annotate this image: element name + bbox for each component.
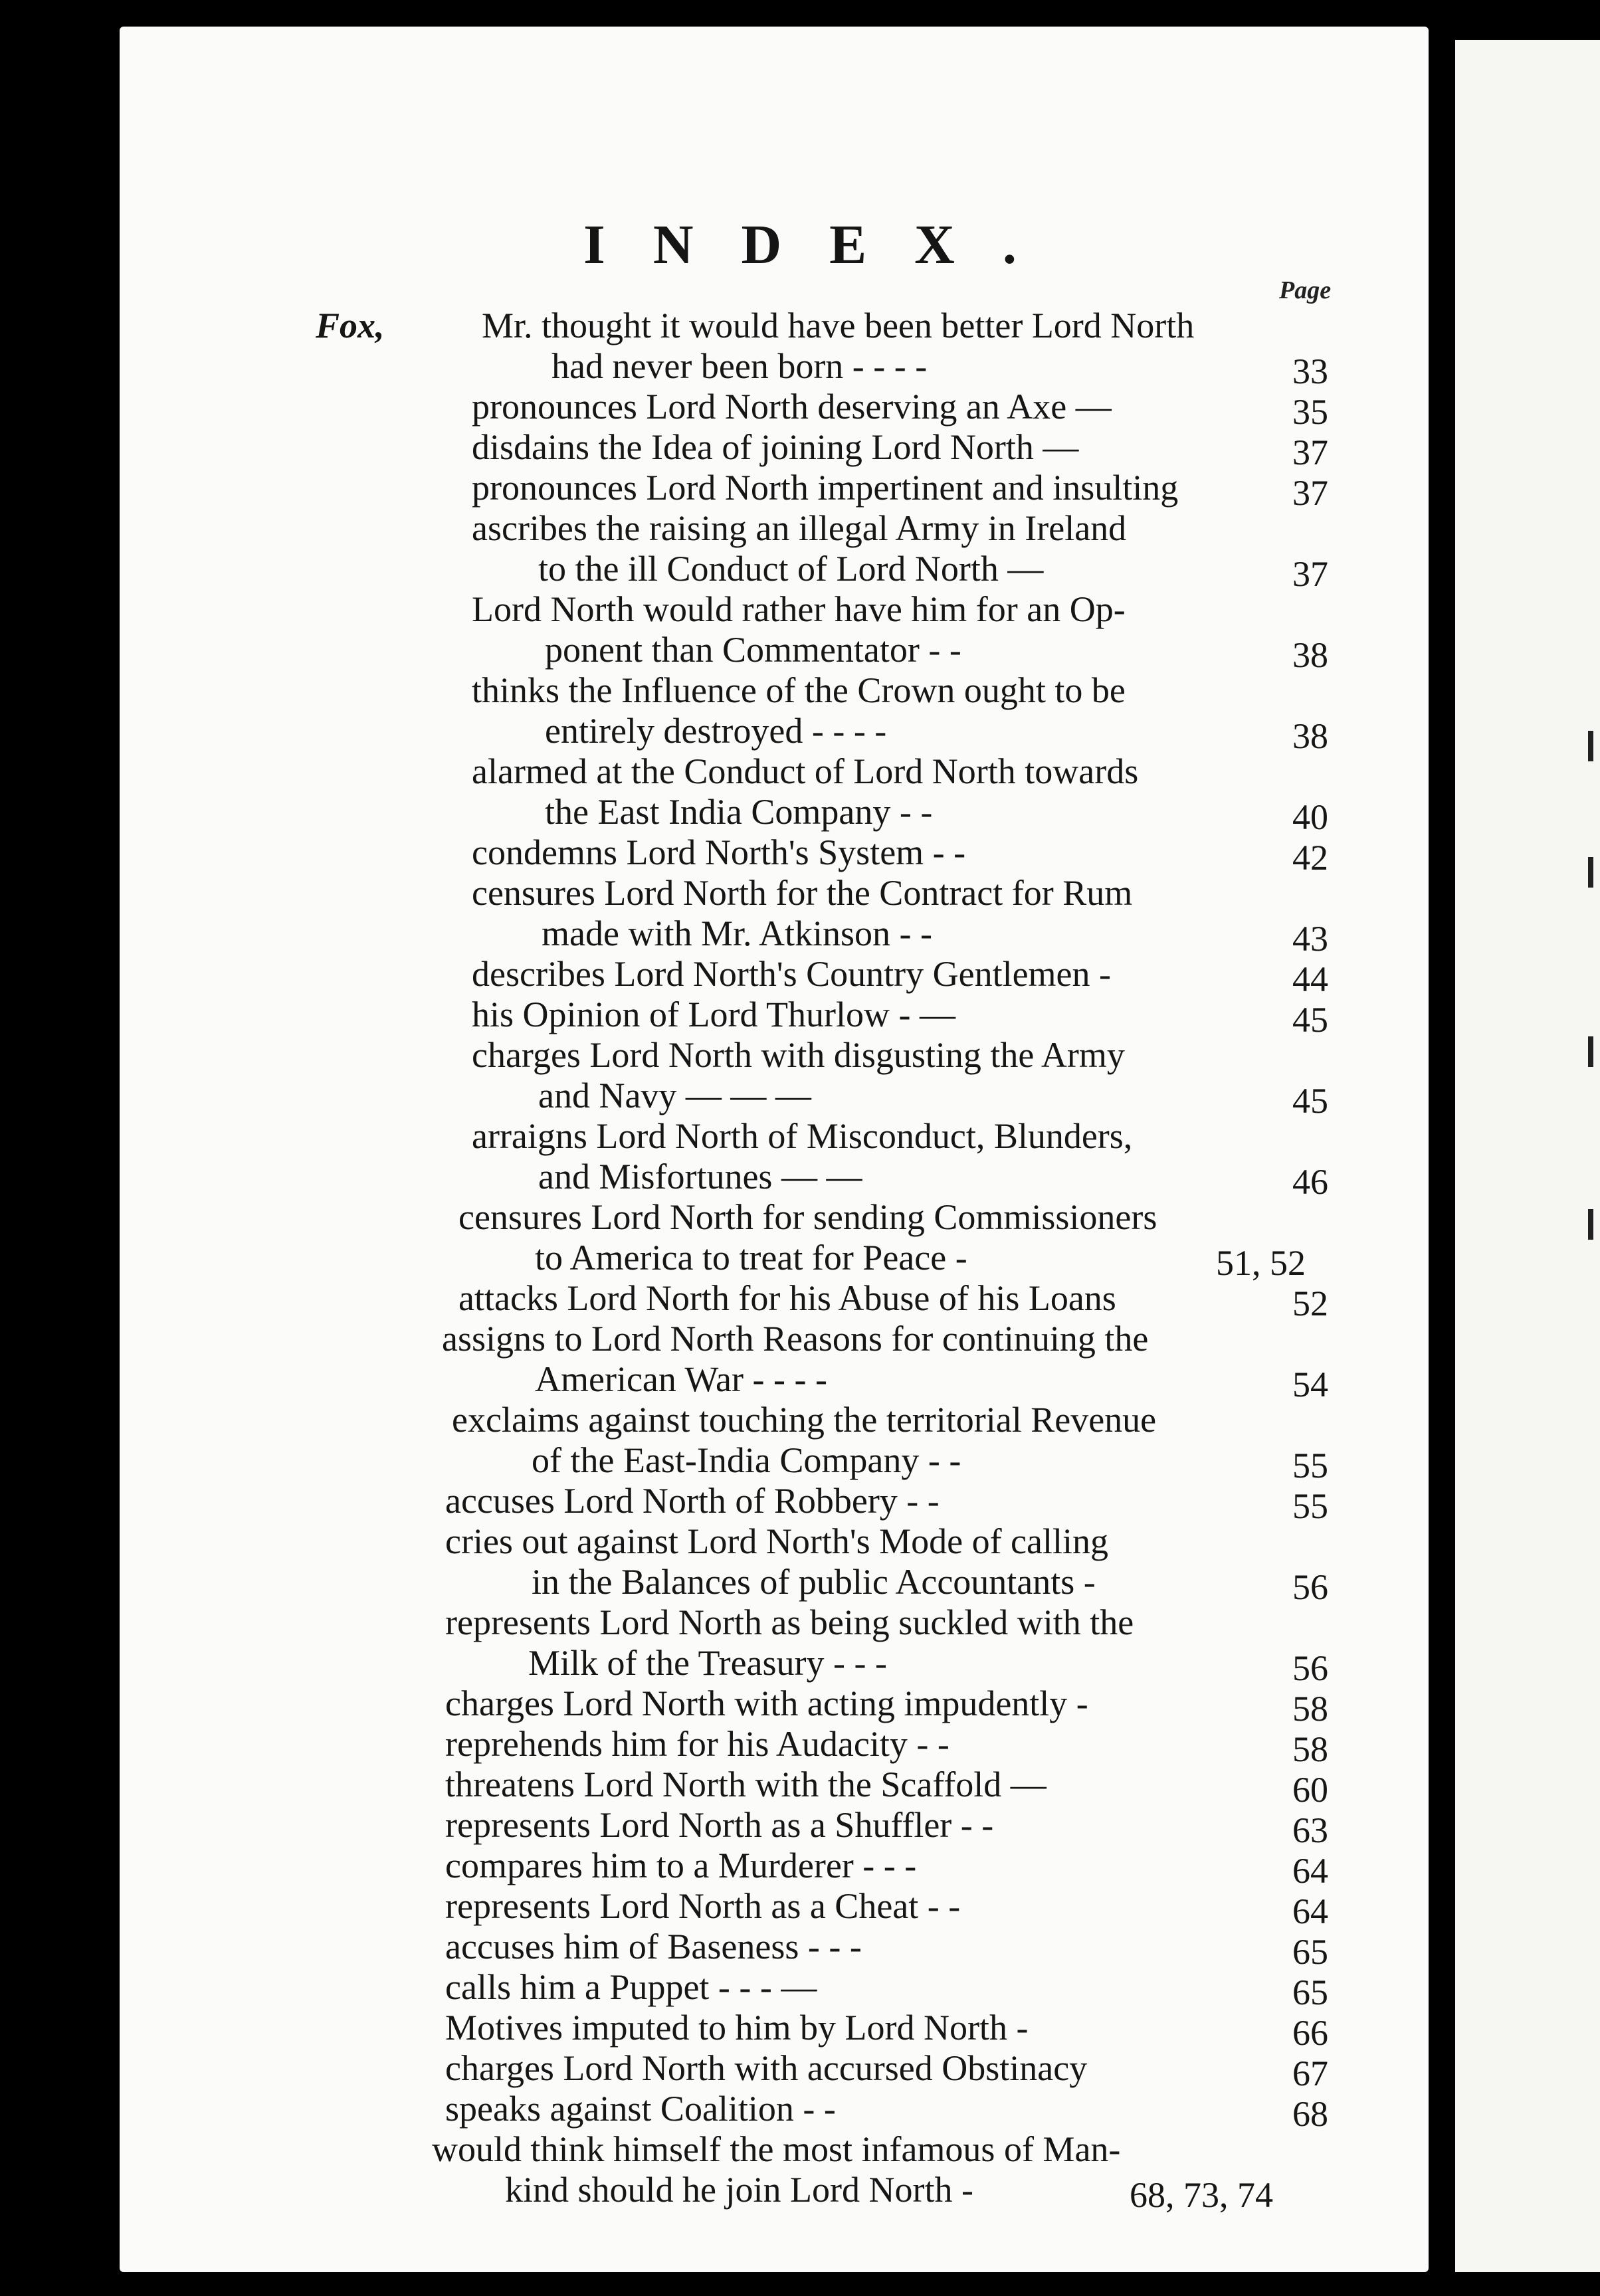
index-page-number: 65: [1292, 1932, 1328, 1972]
index-page-number: 56: [1292, 1567, 1328, 1607]
index-page-number: 58: [1292, 1729, 1328, 1769]
index-entry-text: Lord North would rather have him for an Op-: [472, 589, 1126, 629]
index-entry-text: Mr. thought it would have been better Lord North: [482, 306, 1195, 345]
edge-mark: [1588, 857, 1593, 888]
index-entry-text: Motives imputed to him by Lord North -: [445, 2008, 1029, 2048]
index-page-number: 58: [1292, 1689, 1328, 1729]
index-page-number: 40: [1292, 797, 1328, 837]
index-page-number: 52: [1292, 1284, 1328, 1323]
index-entry-text: charges Lord North with acting impudently -: [445, 1683, 1088, 1723]
index-page-number: 60: [1292, 1770, 1328, 1810]
index-page-number: 46: [1292, 1162, 1328, 1202]
index-page-number: 54: [1292, 1365, 1328, 1404]
index-entry-text: alarmed at the Conduct of Lord North towards: [472, 751, 1139, 791]
index-entry-text: thinks the Influence of the Crown ought to be: [472, 670, 1126, 710]
edge-mark: [1588, 1036, 1593, 1067]
index-page-number: 37: [1292, 554, 1328, 594]
index-entry-text: of the East-India Company - -: [532, 1440, 961, 1480]
index-page-number: 55: [1292, 1446, 1328, 1485]
index-entry-text: censures Lord North for sending Commissioners: [458, 1197, 1157, 1237]
index-page-number: 63: [1292, 1810, 1328, 1850]
index-page-number: 42: [1292, 838, 1328, 878]
index-entry-text: pronounces Lord North impertinent and insulting: [472, 468, 1179, 508]
index-page-number: 64: [1292, 1851, 1328, 1891]
index-entry-text: compares him to a Murderer - - -: [445, 1846, 917, 1885]
index-page-number: 44: [1292, 959, 1328, 999]
index-page-number: 55: [1292, 1486, 1328, 1526]
index-entry-text: disdains the Idea of joining Lord North —: [472, 427, 1079, 467]
index-page-number: 35: [1292, 392, 1328, 432]
index-entry-text: had never been born - - - -: [551, 346, 928, 386]
index-entry-text: exclaims against touching the territorial Revenue: [452, 1400, 1157, 1440]
index-entry-text: to the ill Conduct of Lord North —: [538, 549, 1044, 589]
index-entry-text: accuses him of Baseness - - -: [445, 1927, 862, 1966]
index-entry-text: represents Lord North as a Cheat - -: [445, 1886, 961, 1926]
index-entry-text: charges Lord North with disgusting the Army: [472, 1035, 1125, 1075]
index-entry-text: and Misfortunes — —: [538, 1157, 862, 1196]
index-entry-text: arraigns Lord North of Misconduct, Blunders,: [472, 1116, 1133, 1156]
index-entry-text: condemns Lord North's System - -: [472, 832, 966, 872]
index-entry-text: the East India Company - -: [545, 792, 933, 832]
index-entry-text: charges Lord North with accursed Obstinacy: [445, 2048, 1088, 2088]
index-page-number: 64: [1292, 1891, 1328, 1931]
index-entry-text: his Opinion of Lord Thurlow - —: [472, 995, 955, 1034]
index-entry-text: assigns to Lord North Reasons for continuing the: [442, 1319, 1149, 1359]
index-entry-text: American War - - - -: [535, 1359, 827, 1399]
page-column-label: Page: [1279, 276, 1332, 304]
index-entry-text: threatens Lord North with the Scaffold —: [445, 1765, 1047, 1804]
index-entry-text: and Navy — — —: [538, 1076, 811, 1115]
index-page-number: 37: [1292, 432, 1328, 472]
index-entry-text: Milk of the Treasury - - -: [528, 1643, 887, 1683]
index-heading: Fox,: [316, 306, 385, 345]
index-entry-text: pronounces Lord North deserving an Axe —: [472, 387, 1112, 427]
index-page-number: 37: [1292, 473, 1328, 513]
index-page-number: 68, 73, 74: [1130, 2175, 1273, 2215]
edge-mark: [1588, 731, 1593, 761]
index-page-number: 45: [1292, 1081, 1328, 1121]
index-entry-text: describes Lord North's Country Gentlemen -: [472, 954, 1112, 994]
index-page-number: 65: [1292, 1972, 1328, 2012]
index-page-number: 66: [1292, 2013, 1328, 2053]
index-page-number: 45: [1292, 1000, 1328, 1040]
edge-mark: [1588, 1209, 1593, 1240]
index-entry-text: calls him a Puppet - - - —: [445, 1967, 817, 2007]
index-entry-text: ponent than Commentator - -: [545, 630, 961, 670]
index-entry-text: entirely destroyed - - - -: [545, 711, 887, 751]
index-page-number: 51, 52: [1216, 1243, 1306, 1283]
index-entry-text: kind should he join Lord North -: [505, 2170, 973, 2210]
index-entry-text: reprehends him for his Audacity - -: [445, 1724, 950, 1764]
index-entry-text: represents Lord North as a Shuffler - -: [445, 1805, 994, 1845]
index-entry-text: would think himself the most infamous of Man-: [432, 2129, 1121, 2169]
index-page-number: 56: [1292, 1648, 1328, 1688]
index-page-number: 43: [1292, 919, 1328, 959]
index-entry-text: speaks against Coalition - -: [445, 2089, 836, 2129]
page-title: INDEX.: [583, 214, 1064, 276]
index-entry-text: accuses Lord North of Robbery - -: [445, 1481, 940, 1521]
index-page-number: 38: [1292, 635, 1328, 675]
index-page-number: 33: [1292, 351, 1328, 391]
index-page-number: 38: [1292, 716, 1328, 756]
index-entry-text: made with Mr. Atkinson - -: [542, 913, 932, 953]
index-entry-text: ascribes the raising an illegal Army in Ireland: [472, 508, 1127, 548]
index-entry-text: in the Balances of public Accountants -: [532, 1562, 1096, 1602]
next-page-edge: [1455, 40, 1600, 2272]
index-entry-text: attacks Lord North for his Abuse of his Loans: [458, 1278, 1116, 1318]
index-entry-text: represents Lord North as being suckled with the: [445, 1602, 1134, 1642]
index-entry-text: cries out against Lord North's Mode of calling: [445, 1521, 1108, 1561]
index-page-number: 68: [1292, 2094, 1328, 2134]
index-entry-text: to America to treat for Peace -: [535, 1238, 967, 1278]
index-entry-text: censures Lord North for the Contract for Rum: [472, 873, 1133, 913]
index-page-number: 67: [1292, 2054, 1328, 2093]
